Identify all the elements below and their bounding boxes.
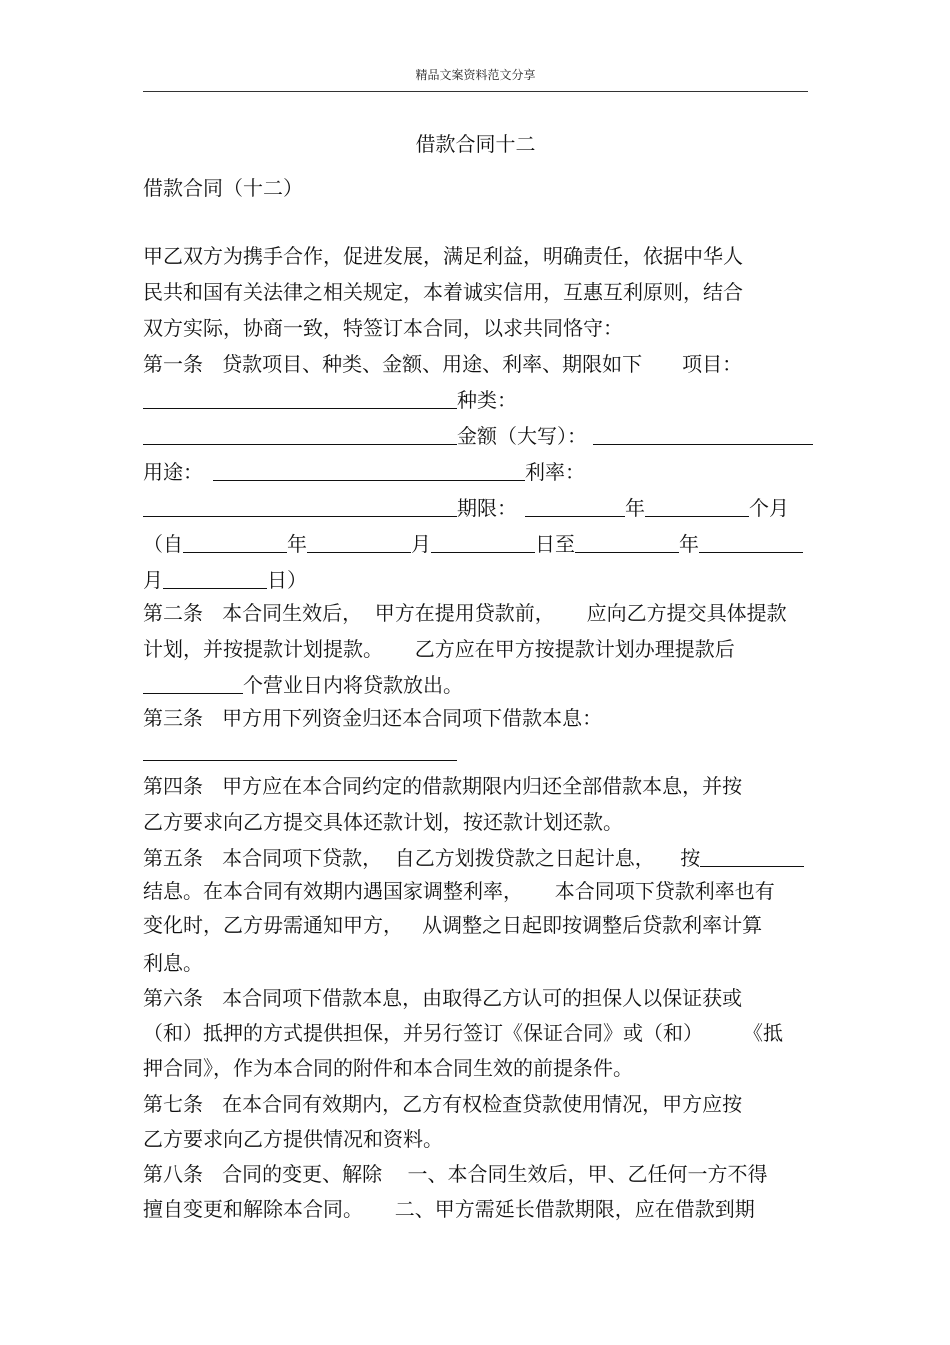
day-label: 日） bbox=[267, 568, 307, 592]
blank-field[interactable] bbox=[143, 388, 457, 409]
paragraph-line: 利息。 bbox=[143, 951, 203, 975]
paragraph-line: 乙方要求向乙方提交具体还款计划，按还款计划还款。 bbox=[143, 810, 623, 834]
blank-field[interactable] bbox=[143, 424, 457, 445]
paragraph-line: 押合同》，作为本合同的附件和本合同生效的前提条件。 bbox=[143, 1056, 633, 1080]
term-label: 期限： bbox=[457, 496, 517, 520]
document-title: 借款合同十二 bbox=[415, 132, 536, 156]
blank-field[interactable] bbox=[213, 460, 525, 481]
paragraph-line bbox=[143, 846, 804, 870]
item-label: 项目： bbox=[682, 352, 743, 376]
blank-line bbox=[143, 740, 457, 764]
blank-field[interactable] bbox=[593, 424, 813, 445]
form-line-amount bbox=[143, 424, 813, 448]
blank-field[interactable] bbox=[163, 568, 267, 589]
form-line-date-range bbox=[143, 532, 803, 556]
paragraph-line: 乙方要求向乙方提供情况和资料。 bbox=[143, 1127, 443, 1151]
blank-field[interactable] bbox=[143, 673, 243, 694]
paragraph-text: 个营业日内将贷款放出。 bbox=[243, 673, 463, 697]
header-divider bbox=[143, 91, 808, 92]
year-label: 年 bbox=[625, 496, 645, 520]
paragraph-line: 变化时，乙方毋需通知甲方， 从调整之日起即按调整后贷款利率计算 bbox=[143, 913, 763, 937]
article-1-heading bbox=[143, 352, 742, 376]
paragraph-line bbox=[143, 1021, 783, 1045]
purpose-label: 用途： bbox=[143, 460, 203, 484]
paragraph-line: 甲乙双方为携手合作，促进发展，满足利益，明确责任，依据中华人 bbox=[143, 244, 743, 268]
blank-field[interactable] bbox=[307, 532, 411, 553]
paragraph-line: 民共和国有关法律之相关规定，本着诚实信用，互惠互利原则，结合 bbox=[143, 280, 743, 304]
blank-field[interactable] bbox=[431, 532, 535, 553]
paragraph-line: 第八条 合同的变更、解除 一、本合同生效后，甲、乙任何一方不得 bbox=[143, 1162, 768, 1186]
page-header: 精品文案资料范文分享 bbox=[415, 68, 536, 82]
blank-field[interactable] bbox=[699, 532, 803, 553]
blank-field[interactable] bbox=[525, 496, 625, 517]
paragraph-line: 第三条 甲方用下列资金归还本合同项下借款本息： bbox=[143, 706, 603, 730]
paragraph-line: 第六条 本合同项下借款本息，由取得乙方认可的担保人以保证获或 bbox=[143, 986, 743, 1010]
year-label: 年 bbox=[679, 532, 699, 556]
month-label: 月 bbox=[411, 532, 431, 556]
blank-field[interactable] bbox=[645, 496, 749, 517]
paragraph-line: 第四条 甲方应在本合同约定的借款期限内归还全部借款本息，并按 bbox=[143, 774, 743, 798]
day-to-label: 日至 bbox=[535, 532, 575, 556]
form-line-date-end bbox=[143, 568, 307, 592]
blank-field[interactable] bbox=[183, 532, 287, 553]
form-line-term bbox=[143, 496, 789, 520]
paragraph-line: 计划，并按提款计划提款。 乙方应在甲方按提款计划办理提款后 bbox=[143, 637, 735, 661]
form-line-kind bbox=[143, 388, 517, 412]
kind-label: 种类： bbox=[457, 388, 517, 412]
document-subtitle: 借款合同（十二） bbox=[143, 176, 303, 200]
month-label: 月 bbox=[143, 568, 163, 592]
rate-label: 利率： bbox=[525, 460, 585, 484]
month-count-label: 个月 bbox=[749, 496, 789, 520]
paragraph-line: 第七条 在本合同有效期内，乙方有权检查贷款使用情况，甲方应按 bbox=[143, 1092, 743, 1116]
paragraph-line: 擅自变更和解除本合同。 二、甲方需延长借款期限，应在借款到期 bbox=[143, 1197, 755, 1221]
blank-field[interactable] bbox=[143, 740, 457, 761]
paragraph-text: 第五条 本合同项下贷款， 自乙方划拨贷款之日起计息， 按 bbox=[143, 846, 701, 870]
blank-field[interactable] bbox=[143, 496, 457, 517]
paragraph-line: 结息。在本合同有效期内遇国家调整利率， 本合同项下贷款利率也有 bbox=[143, 879, 775, 903]
amount-label: 金额（大写）： bbox=[457, 424, 587, 448]
paragraph-line: 双方实际，协商一致，特签订本合同，以求共同恪守： bbox=[143, 316, 623, 340]
paragraph-text: 《抵 bbox=[743, 1021, 783, 1045]
paragraph-text: （和）抵押的方式提供担保，并另行签订《保证合同》或（和） bbox=[143, 1021, 703, 1045]
blank-field[interactable] bbox=[575, 532, 679, 553]
form-line-purpose bbox=[143, 460, 585, 484]
article-1-text: 第一条 贷款项目、种类、金额、用途、利率、期限如下 bbox=[143, 352, 643, 376]
from-label: （自 bbox=[143, 532, 183, 556]
paragraph-line bbox=[143, 673, 463, 697]
paragraph-line: 第二条 本合同生效后， 甲方在提用贷款前， 应向乙方提交具体提款 bbox=[143, 601, 787, 625]
blank-field[interactable] bbox=[700, 846, 804, 867]
year-label: 年 bbox=[287, 532, 307, 556]
